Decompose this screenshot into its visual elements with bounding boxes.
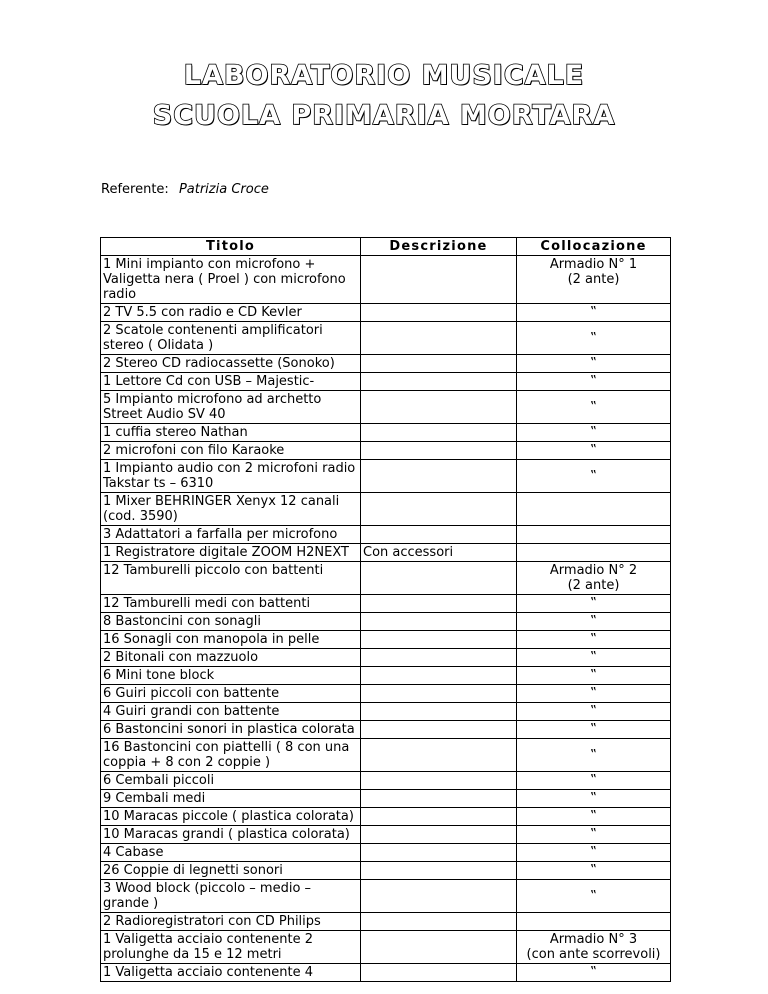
cell-titolo: 3 Wood block (piccolo – medio – grande ) [101, 880, 361, 913]
referente-line [101, 182, 269, 197]
cell-titolo: 1 Mixer BEHRINGER Xenyx 12 canali (cod. 3590) [101, 493, 361, 526]
table-row [101, 256, 671, 304]
cell-descrizione [361, 667, 517, 685]
cell-descrizione [361, 931, 517, 964]
page-subtitle: SCUOLA PRIMARIA MORTARA [152, 100, 616, 131]
table-row [101, 493, 671, 526]
cell-collocazione: ‟ [517, 424, 671, 442]
cell-collocazione: ‟ [517, 391, 671, 424]
header-descrizione: Descrizione [361, 238, 517, 256]
cell-titolo: 6 Guiri piccoli con battente [101, 685, 361, 703]
cell-collocazione: ‟ [517, 772, 671, 790]
cell-titolo: 6 Cembali piccoli [101, 772, 361, 790]
table-row [101, 808, 671, 826]
table-row [101, 844, 671, 862]
cell-descrizione [361, 256, 517, 304]
cell-titolo: 8 Bastoncini con sonagli [101, 613, 361, 631]
cell-collocazione: ‟ [517, 685, 671, 703]
cell-descrizione [361, 964, 517, 982]
cell-collocazione: ‟ [517, 442, 671, 460]
cell-collocazione: ‟ [517, 826, 671, 844]
cell-descrizione [361, 424, 517, 442]
cell-titolo: 2 Scatole contenenti amplificatori stereo ( Olidata ) [101, 322, 361, 355]
inventory-table [100, 237, 671, 982]
cell-descrizione [361, 526, 517, 544]
cell-collocazione: ‟ [517, 595, 671, 613]
table-row [101, 355, 671, 373]
cell-descrizione [361, 613, 517, 631]
cell-descrizione [361, 844, 517, 862]
cell-titolo: 1 Impianto audio con 2 microfoni radio Takstar ts – 6310 [101, 460, 361, 493]
cell-titolo: 16 Sonagli con manopola in pelle [101, 631, 361, 649]
cell-collocazione: ‟ [517, 844, 671, 862]
cell-descrizione [361, 721, 517, 739]
cell-descrizione [361, 739, 517, 772]
cell-descrizione [361, 703, 517, 721]
table-row [101, 613, 671, 631]
cell-descrizione [361, 649, 517, 667]
table-row [101, 442, 671, 460]
cell-titolo: 9 Cembali medi [101, 790, 361, 808]
cell-collocazione [517, 913, 671, 931]
cell-collocazione: ‟ [517, 739, 671, 772]
table-row [101, 721, 671, 739]
cell-descrizione: Con accessori [361, 544, 517, 562]
cell-titolo: 2 Radioregistratori con CD Philips [101, 913, 361, 931]
cell-titolo: 10 Maracas grandi ( plastica colorata) [101, 826, 361, 844]
page-title: LABORATORIO MUSICALE [183, 60, 585, 91]
cell-descrizione [361, 460, 517, 493]
cell-collocazione: Armadio N° 1 (2 ante) [517, 256, 671, 304]
cell-collocazione: ‟ [517, 322, 671, 355]
cell-descrizione [361, 493, 517, 526]
cell-titolo: 26 Coppie di legnetti sonori [101, 862, 361, 880]
header-collocazione: Collocazione [517, 238, 671, 256]
table-row [101, 790, 671, 808]
cell-descrizione [361, 685, 517, 703]
cell-titolo: 2 TV 5.5 con radio e CD Kevler [101, 304, 361, 322]
cell-titolo: 2 microfoni con filo Karaoke [101, 442, 361, 460]
cell-collocazione: ‟ [517, 964, 671, 982]
cell-titolo: 6 Bastoncini sonori in plastica colorata [101, 721, 361, 739]
cell-titolo: 2 Bitonali con mazzuolo [101, 649, 361, 667]
cell-titolo: 10 Maracas piccole ( plastica colorata) [101, 808, 361, 826]
cell-descrizione [361, 772, 517, 790]
cell-titolo: 2 Stereo CD radiocassette (Sonoko) [101, 355, 361, 373]
cell-descrizione [361, 562, 517, 595]
referente-label: Referente: [101, 182, 169, 197]
cell-collocazione [517, 544, 671, 562]
cell-collocazione: ‟ [517, 304, 671, 322]
cell-titolo: 1 Mini impianto con microfono + Valigetta nera ( Proel ) con microfono radio [101, 256, 361, 304]
cell-titolo: 12 Tamburelli piccolo con battenti [101, 562, 361, 595]
table-row [101, 526, 671, 544]
table-row [101, 391, 671, 424]
table-row [101, 595, 671, 613]
table-row [101, 304, 671, 322]
cell-collocazione: ‟ [517, 808, 671, 826]
cell-titolo: 1 Valigetta acciaio contenente 2 prolunghe da 15 e 12 metri [101, 931, 361, 964]
cell-titolo: 1 cuffia stereo Nathan [101, 424, 361, 442]
cell-descrizione [361, 913, 517, 931]
cell-descrizione [361, 355, 517, 373]
cell-descrizione [361, 373, 517, 391]
cell-collocazione: ‟ [517, 721, 671, 739]
cell-titolo: 16 Bastoncini con piattelli ( 8 con una coppia + 8 con 2 coppie ) [101, 739, 361, 772]
table-row [101, 424, 671, 442]
table-row [101, 322, 671, 355]
cell-titolo: 6 Mini tone block [101, 667, 361, 685]
cell-descrizione [361, 790, 517, 808]
table-body [101, 256, 671, 982]
cell-titolo: 1 Registratore digitale ZOOM H2NEXT [101, 544, 361, 562]
cell-titolo: 1 Valigetta acciaio contenente 4 [101, 964, 361, 982]
cell-titolo: 5 Impianto microfono ad archetto Street Audio SV 40 [101, 391, 361, 424]
cell-titolo: 3 Adattatori a farfalla per microfono [101, 526, 361, 544]
cell-collocazione: ‟ [517, 460, 671, 493]
table-row [101, 862, 671, 880]
table-row [101, 703, 671, 721]
cell-collocazione: ‟ [517, 613, 671, 631]
cell-descrizione [361, 631, 517, 649]
table-row [101, 373, 671, 391]
cell-titolo: 12 Tamburelli medi con battenti [101, 595, 361, 613]
cell-titolo: 1 Lettore Cd con USB – Majestic- [101, 373, 361, 391]
cell-collocazione: Armadio N° 2 (2 ante) [517, 562, 671, 595]
cell-collocazione: ‟ [517, 880, 671, 913]
cell-titolo: 4 Guiri grandi con battente [101, 703, 361, 721]
cell-collocazione: ‟ [517, 373, 671, 391]
cell-collocazione: ‟ [517, 703, 671, 721]
cell-descrizione [361, 304, 517, 322]
cell-descrizione [361, 862, 517, 880]
table-row [101, 562, 671, 595]
table-row [101, 913, 671, 931]
cell-collocazione: ‟ [517, 667, 671, 685]
cell-collocazione: ‟ [517, 631, 671, 649]
cell-descrizione [361, 826, 517, 844]
cell-descrizione [361, 391, 517, 424]
table-row [101, 931, 671, 964]
table-row [101, 964, 671, 982]
table-header-row [101, 238, 671, 256]
table-row [101, 772, 671, 790]
cell-collocazione: ‟ [517, 790, 671, 808]
cell-collocazione: ‟ [517, 355, 671, 373]
table-row [101, 880, 671, 913]
cell-collocazione: ‟ [517, 649, 671, 667]
cell-collocazione: ‟ [517, 862, 671, 880]
table-row [101, 460, 671, 493]
cell-titolo: 4 Cabase [101, 844, 361, 862]
referente-name: Patrizia Croce [178, 182, 269, 197]
cell-collocazione [517, 493, 671, 526]
table-row [101, 544, 671, 562]
table-row [101, 739, 671, 772]
cell-descrizione [361, 322, 517, 355]
table-row [101, 631, 671, 649]
header-titolo: Titolo [101, 238, 361, 256]
cell-descrizione [361, 442, 517, 460]
cell-descrizione [361, 880, 517, 913]
table-row [101, 667, 671, 685]
cell-descrizione [361, 595, 517, 613]
cell-collocazione [517, 526, 671, 544]
cell-descrizione [361, 808, 517, 826]
cell-collocazione: Armadio N° 3 (con ante scorrevoli) [517, 931, 671, 964]
table-row [101, 685, 671, 703]
table-row [101, 649, 671, 667]
table-row [101, 826, 671, 844]
